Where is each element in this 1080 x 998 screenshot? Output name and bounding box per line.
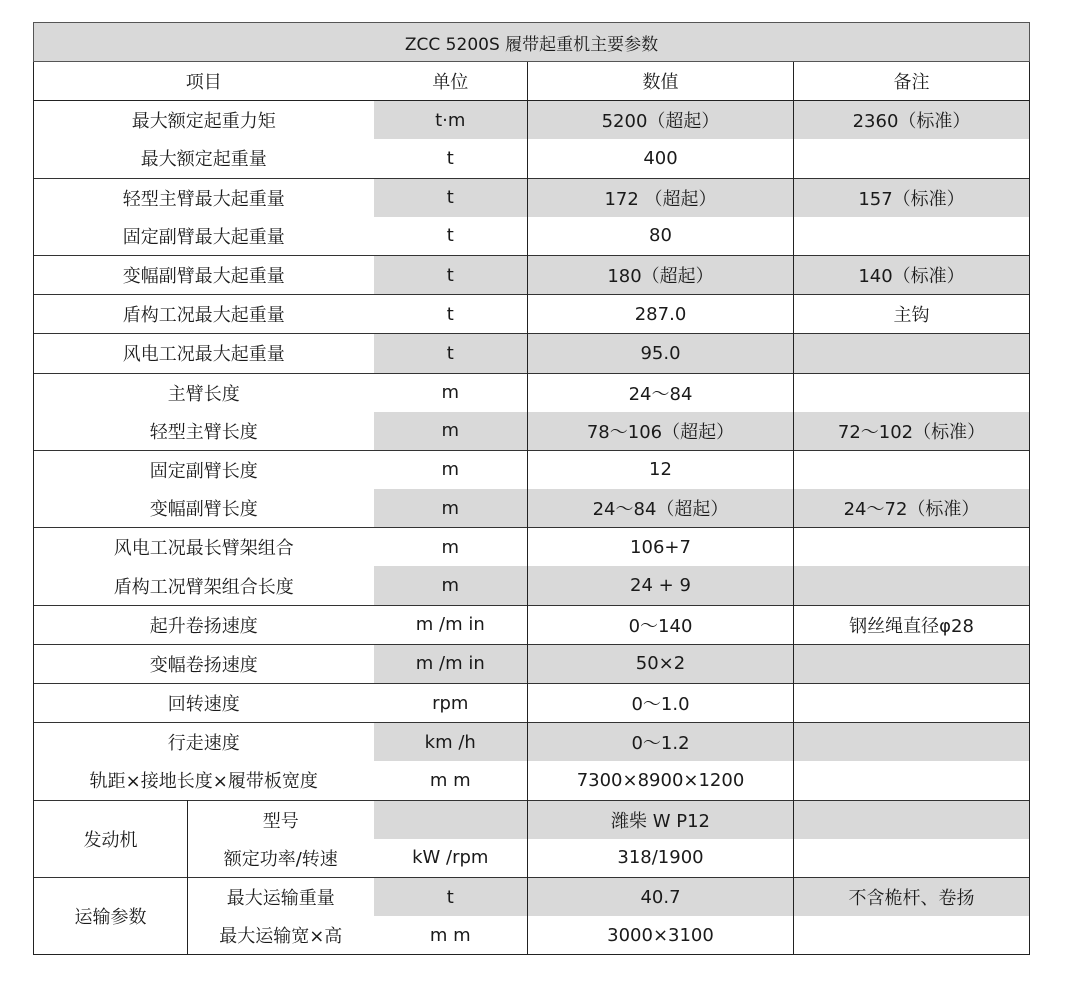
row-item: 轻型主臂长度 (34, 412, 374, 451)
row-note (794, 761, 1030, 800)
row-note (794, 450, 1030, 489)
row-note (794, 723, 1030, 762)
row-item: 最大额定起重量 (34, 139, 374, 178)
row-unit: m (374, 528, 528, 567)
row-item: 盾构工况臂架组合长度 (34, 566, 374, 605)
table-row (34, 178, 1030, 217)
table-row (34, 528, 1030, 567)
row-item: 轻型主臂最大起重量 (34, 178, 374, 217)
header-note: 备注 (794, 62, 1030, 101)
row-item: 固定副臂最大起重量 (34, 217, 374, 256)
table-row (34, 800, 1030, 839)
row-note (794, 334, 1030, 373)
row-unit: t (446, 147, 454, 169)
row-unit: t (374, 877, 528, 916)
row-unit: m (374, 566, 528, 605)
row-note (794, 528, 1030, 567)
table-row (34, 644, 1030, 683)
row-note: 72～102（标准） (794, 412, 1030, 451)
row-note (794, 800, 1030, 839)
header-item: 项目 (34, 62, 374, 101)
row-value: 80 (528, 217, 794, 256)
row-value: 40.7 (528, 877, 794, 916)
row-unit: m (374, 450, 528, 489)
row-note (794, 139, 1030, 178)
row-unit: t (374, 178, 528, 217)
row-unit: m (374, 373, 528, 412)
row-unit: m /m in (374, 644, 528, 683)
group-engine-label: 发动机 (34, 800, 188, 877)
row-value: 12 (528, 450, 794, 489)
row-note: 钢丝绳直径φ28 (794, 605, 1030, 644)
row-item: 最大运输重量 (188, 877, 374, 916)
row-value: 24～84 (528, 373, 794, 412)
row-value: 78～106（超起） (528, 412, 794, 451)
row-item: 最大运输宽×高 (188, 916, 374, 955)
table-row (34, 450, 1030, 489)
row-unit: t (374, 334, 528, 373)
row-unit: km /h (374, 723, 528, 762)
row-value: 95.0 (528, 334, 794, 373)
row-note: 140（标准） (794, 255, 1030, 294)
row-note: 主钩 (794, 295, 1030, 334)
row-unit: t·m (374, 101, 528, 140)
row-note (794, 916, 1030, 955)
row-unit (374, 800, 528, 839)
row-unit: t (374, 255, 528, 294)
row-value: 潍柴 W P12 (528, 800, 794, 839)
row-note (794, 566, 1030, 605)
row-item: 行走速度 (34, 723, 374, 762)
table-row (34, 295, 1030, 334)
row-value: 3000×3100 (528, 916, 794, 955)
row-item: 最大额定起重力矩 (34, 101, 374, 140)
row-item: 起升卷扬速度 (34, 605, 374, 644)
row-item: 主臂长度 (34, 373, 374, 412)
row-value: 106+7 (528, 528, 794, 567)
row-item: 回转速度 (34, 684, 374, 723)
row-item: 变幅副臂长度 (34, 489, 374, 528)
table-row (34, 139, 1030, 178)
row-note (794, 684, 1030, 723)
row-unit: m (374, 489, 528, 528)
row-value: 0～140 (528, 605, 794, 644)
table-row (34, 489, 1030, 528)
row-value: 7300×8900×1200 (528, 761, 794, 800)
table-row (34, 684, 1030, 723)
row-item: 变幅副臂最大起重量 (34, 255, 374, 294)
row-value: 0～1.0 (528, 684, 794, 723)
table-title: ZCC 5200S 履带起重机主要参数 (34, 23, 1030, 62)
row-note: 2360（标准） (794, 101, 1030, 140)
table-row (34, 255, 1030, 294)
group-transport-label: 运输参数 (34, 877, 188, 954)
row-unit: m m (374, 916, 528, 955)
table-row (34, 566, 1030, 605)
table-row (34, 101, 1030, 140)
table-row (34, 723, 1030, 762)
row-note (794, 217, 1030, 256)
row-item: 额定功率/转速 (223, 848, 338, 870)
row-note (794, 373, 1030, 412)
row-value: 50×2 (528, 644, 794, 683)
header-unit: 单位 (374, 62, 528, 101)
row-value: 0～1.2 (528, 723, 794, 762)
row-item: 盾构工况最大起重量 (34, 295, 374, 334)
row-unit: m (374, 412, 528, 451)
row-value: 318/1900 (528, 839, 794, 878)
row-value: 24～84（超起） (528, 489, 794, 528)
row-unit: t (374, 295, 528, 334)
spec-table (33, 22, 1030, 955)
row-unit: m /m in (374, 605, 528, 644)
row-item: 轨距×接地长度×履带板宽度 (34, 761, 374, 800)
row-note: 157（标准） (794, 178, 1030, 217)
table-row (34, 761, 1030, 800)
table-row (34, 605, 1030, 644)
header-value: 数值 (528, 62, 794, 101)
table-row (34, 877, 1030, 916)
row-value: 5200（超起） (528, 101, 794, 140)
table-row (34, 412, 1030, 451)
row-value: 24 + 9 (528, 566, 794, 605)
table-row (34, 217, 1030, 256)
table-row (34, 334, 1030, 373)
row-unit: rpm (374, 684, 528, 723)
row-unit: kW /rpm (412, 847, 489, 869)
row-unit: m m (429, 769, 471, 791)
row-value: 180（超起） (528, 255, 794, 294)
row-value: 400 (528, 139, 794, 178)
row-value: 172 （超起） (528, 178, 794, 217)
row-item: 型号 (188, 800, 374, 839)
row-item: 变幅卷扬速度 (34, 644, 374, 683)
row-note: 不含桅杆、卷扬 (794, 877, 1030, 916)
row-item: 风电工况最大起重量 (34, 334, 374, 373)
row-item: 固定副臂长度 (34, 450, 374, 489)
row-note (794, 839, 1030, 878)
row-unit: t (446, 225, 454, 247)
row-item: 风电工况最长臂架组合 (34, 528, 374, 567)
row-note (794, 644, 1030, 683)
row-value: 287.0 (528, 295, 794, 334)
table-row (34, 373, 1030, 412)
row-note: 24～72（标准） (794, 489, 1030, 528)
